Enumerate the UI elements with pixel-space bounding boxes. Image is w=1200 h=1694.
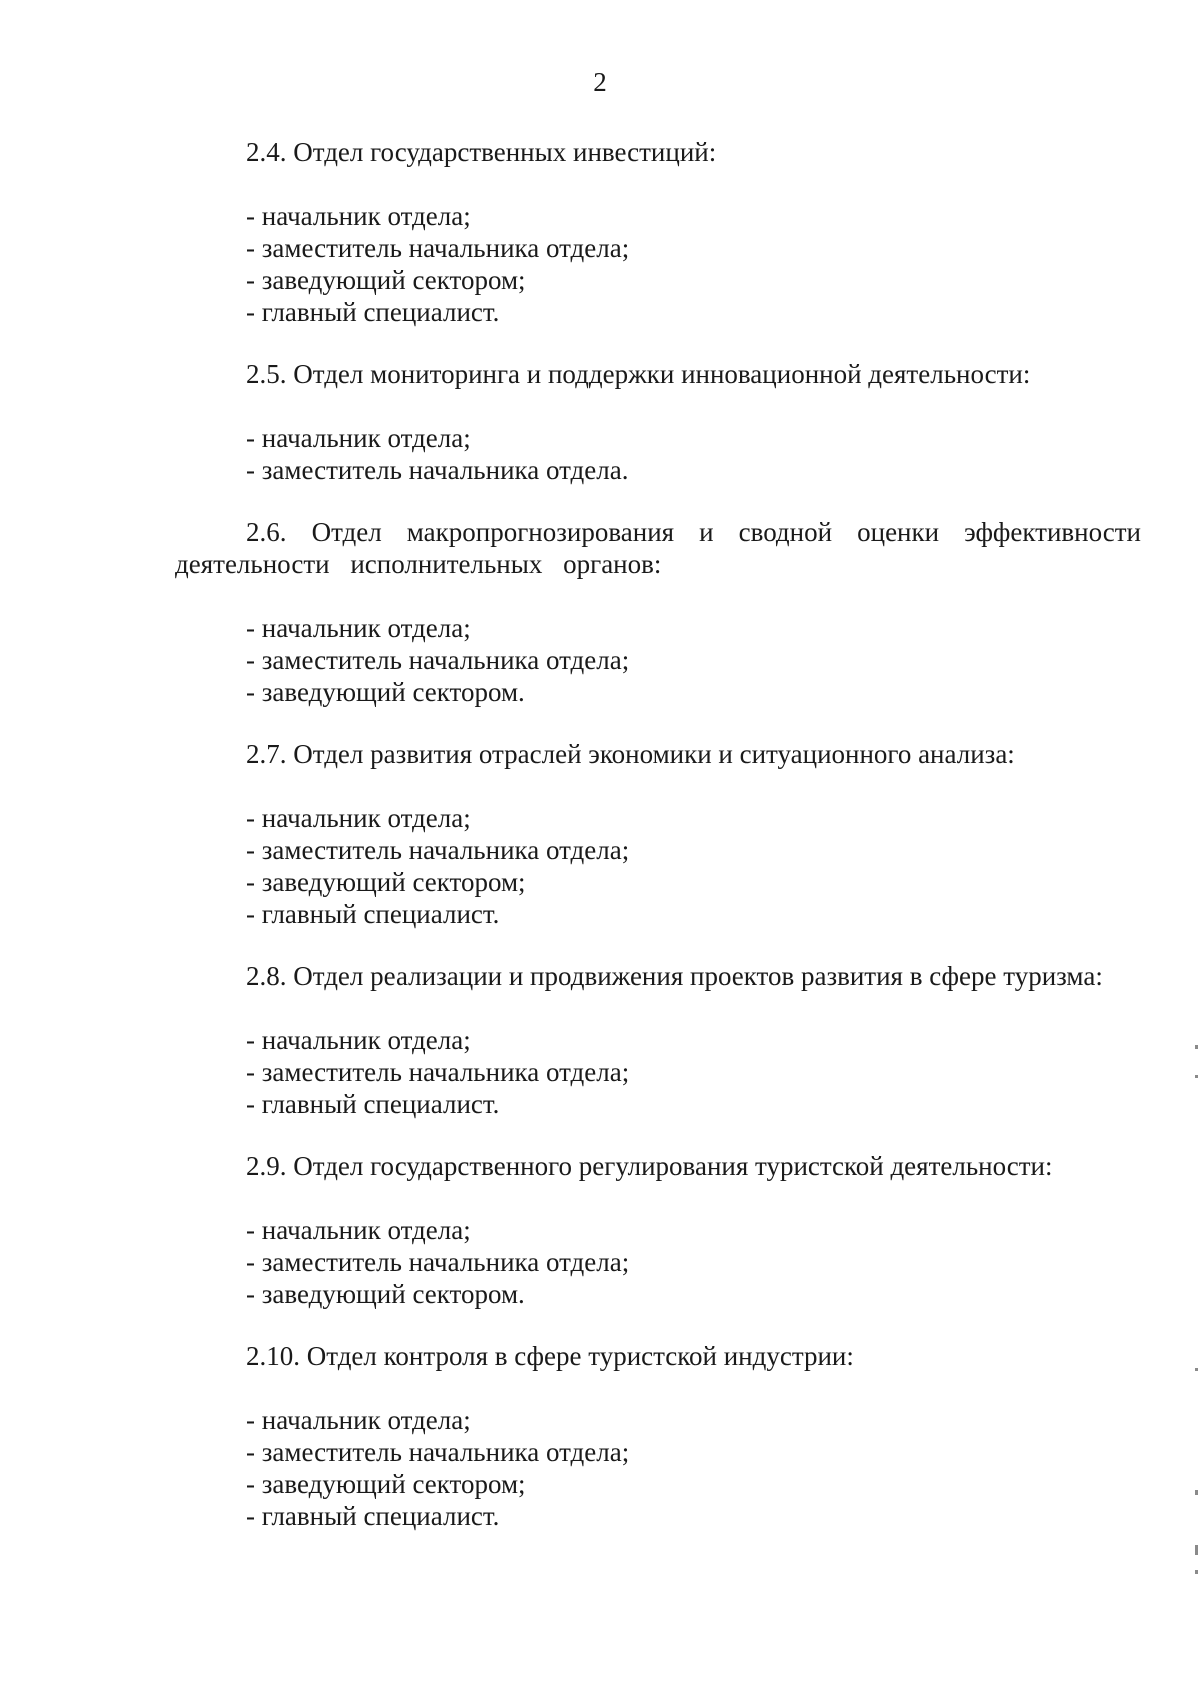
position-list <box>175 802 1141 930</box>
scan-artifact <box>1195 1045 1198 1049</box>
scan-edge-marks <box>1194 0 1200 1694</box>
section-2-6 <box>175 516 1141 708</box>
list-item: - начальник отдела; <box>246 1215 471 1245</box>
section-heading: 2.6. Отдел макропрогнозирования и сводной оценки эффективности деятельности исполнительных органов: <box>175 517 1141 579</box>
list-item: - главный специалист. <box>246 1501 500 1531</box>
page-number: 2 <box>593 67 607 97</box>
section-2-10 <box>175 1340 1141 1532</box>
section-heading: 2.10. Отдел контроля в сфере туристской индустрии: <box>246 1341 854 1371</box>
section-2-5 <box>175 358 1141 486</box>
section-heading: 2.5. Отдел мониторинга и поддержки инновационной деятельности: <box>246 359 1031 389</box>
list-item: - начальник отдела; <box>246 1025 471 1055</box>
list-item: - начальник отдела; <box>246 613 471 643</box>
list-item: - заведующий сектором; <box>246 867 526 897</box>
list-item: - начальник отдела; <box>246 803 471 833</box>
position-list <box>175 1024 1141 1120</box>
section-heading: 2.8. Отдел реализации и продвижения проектов развития в сфере туризма: <box>246 961 1103 991</box>
list-item: - заместитель начальника отдела; <box>246 1057 630 1087</box>
list-item: - заместитель начальника отдела; <box>246 645 630 675</box>
section-2-4 <box>175 136 1141 328</box>
scan-artifact <box>1195 1490 1198 1495</box>
document-body <box>175 136 1141 1562</box>
position-list <box>175 1404 1141 1532</box>
list-item: - главный специалист. <box>246 899 500 929</box>
section-2-9 <box>175 1150 1141 1310</box>
list-item: - заместитель начальника отдела; <box>246 1247 630 1277</box>
list-item: - заместитель начальника отдела; <box>246 1437 630 1467</box>
scan-artifact <box>1195 1570 1198 1574</box>
list-item: - заведующий сектором; <box>246 265 526 295</box>
scan-artifact <box>1195 1545 1198 1555</box>
position-list <box>175 612 1141 708</box>
list-item: - заместитель начальника отдела; <box>246 233 630 263</box>
section-heading: 2.4. Отдел государственных инвестиций: <box>246 137 717 167</box>
section-heading: 2.9. Отдел государственного регулирования туристской деятельности: <box>246 1151 1053 1181</box>
list-item: - заместитель начальника отдела; <box>246 835 630 865</box>
list-item: - заведующий сектором. <box>246 677 525 707</box>
list-item: - главный специалист. <box>246 1089 500 1119</box>
list-item: - начальник отдела; <box>246 1405 471 1435</box>
position-list <box>175 1214 1141 1310</box>
list-item: - заместитель начальника отдела. <box>246 455 629 485</box>
scan-artifact <box>1195 1075 1198 1078</box>
list-item: - начальник отдела; <box>246 423 471 453</box>
position-list <box>175 422 1141 486</box>
list-item: - начальник отдела; <box>246 201 471 231</box>
list-item: - заведующий сектором; <box>246 1469 526 1499</box>
section-heading: 2.7. Отдел развития отраслей экономики и ситуационного анализа: <box>246 739 1015 769</box>
position-list <box>175 200 1141 328</box>
list-item: - главный специалист. <box>246 297 500 327</box>
scan-artifact <box>1195 1368 1198 1371</box>
list-item: - заведующий сектором. <box>246 1279 525 1309</box>
section-2-7 <box>175 738 1141 930</box>
section-2-8 <box>175 960 1141 1120</box>
